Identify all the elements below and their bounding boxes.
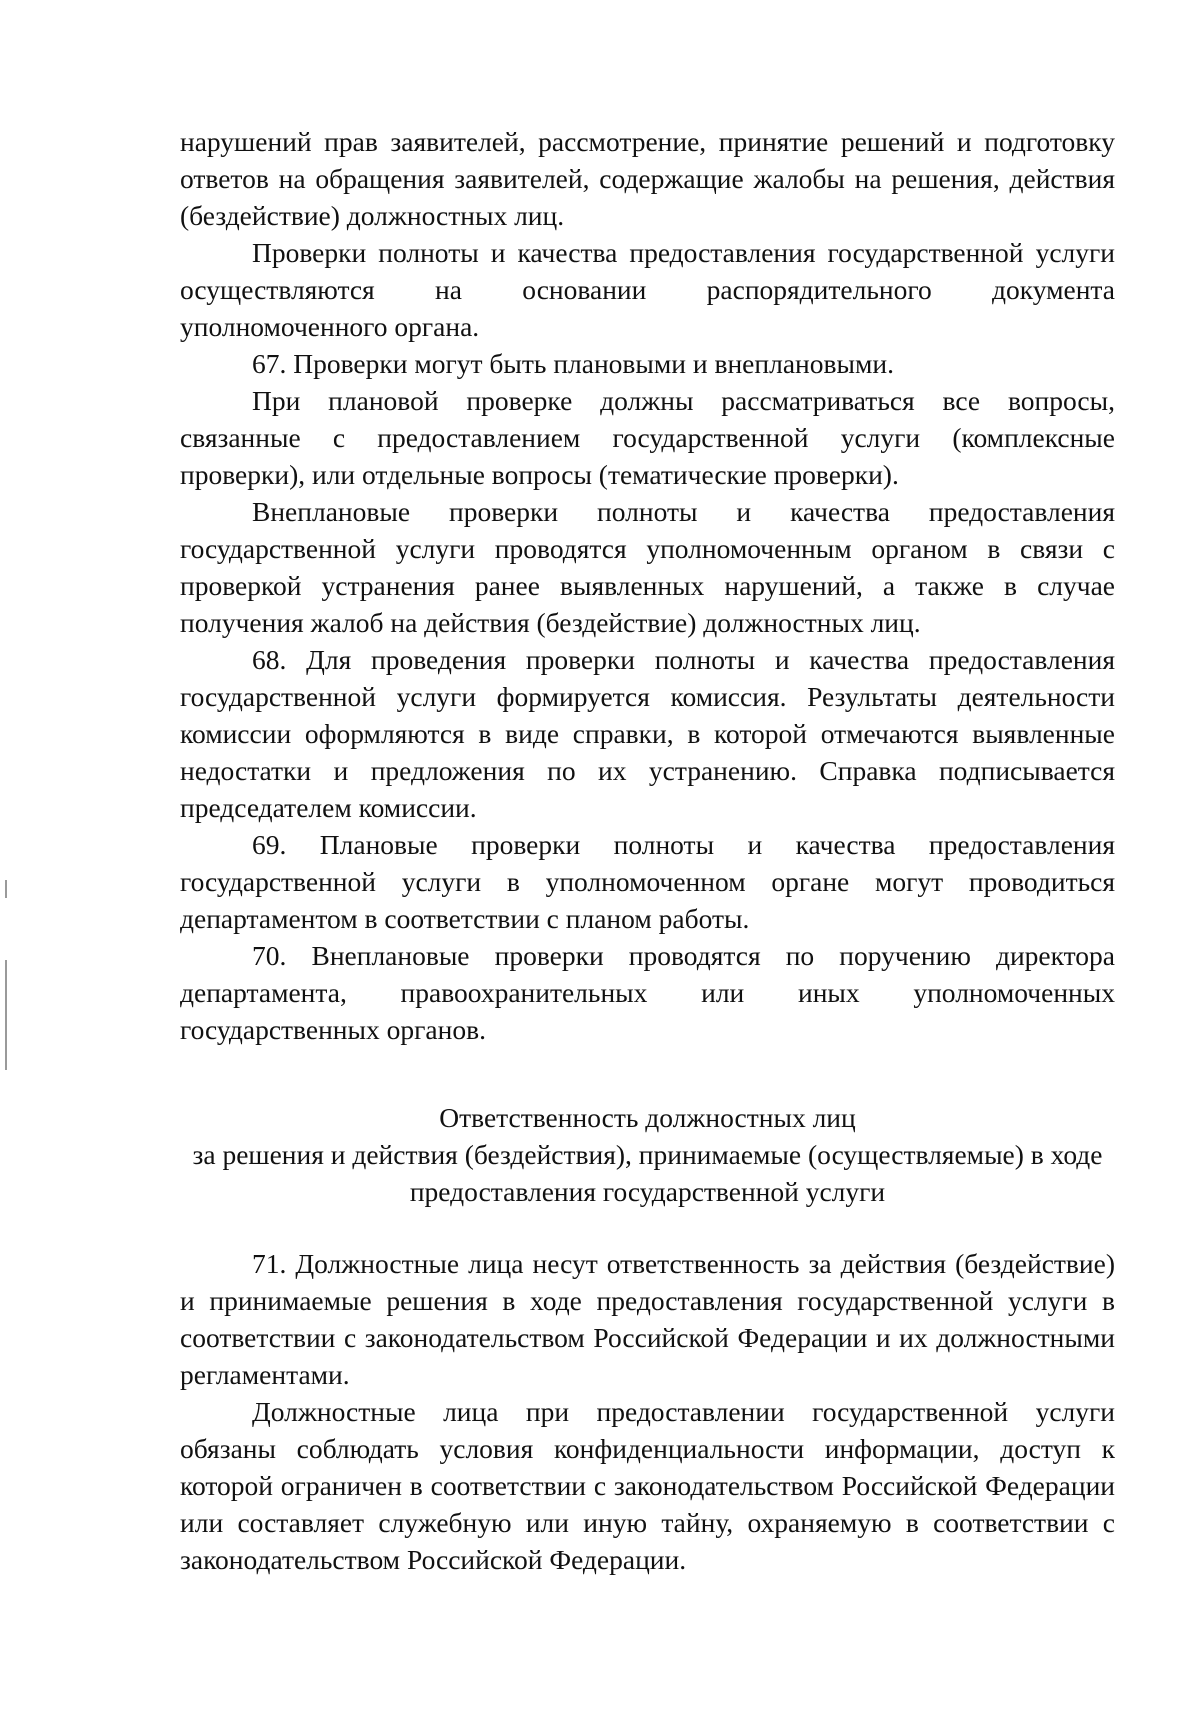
paragraph-4: При плановой проверке должны рассматриваться все вопросы, связанные с предоставлением государственной услуги (комплексные проверки), или отдельные вопросы (тематические проверки). — [180, 385, 1115, 490]
heading-line-2: за решения и действия (бездействия), принимаемые (осуществляемые) в ходе — [192, 1139, 1103, 1170]
scan-artifact — [5, 960, 7, 1070]
paragraph-10: Должностные лица при предоставлении государственной услуги обязаны соблюдать условия конфиденциальности информации, доступ к которой ограничен в соответствии с законодательством Российской Федерации или составляет служебную или иную тайну, охраняемую в соответствии с законодательством Российской Федерации. — [180, 1396, 1115, 1575]
paragraph-8: 70. Внеплановые проверки проводятся по поручению директора департамента, правоохранительных или иных уполномоченных государственных органов. — [180, 940, 1115, 1045]
heading-line-3: предоставления государственной услуги — [409, 1176, 886, 1207]
paragraph-3: 67. Проверки могут быть плановыми и внеплановыми. — [252, 348, 894, 379]
paragraph-6: 68. Для проведения проверки полноты и качества предоставления государственной услуги формируется комиссия. Результаты деятельности комиссии оформляются в виде справки, в которой отмечаются выявленные недостатки и предложения по их устранению. Справка подписывается председателем комиссии. — [180, 644, 1115, 823]
heading-line-1: Ответственность должностных лиц — [439, 1102, 856, 1133]
paragraph-7: 69. Плановые проверки полноты и качества предоставления государственной услуги в уполномоченном органе могут проводиться департаментом в соответствии с планом работы. — [180, 829, 1115, 934]
section-heading — [180, 1099, 1115, 1210]
paragraph-9: 71. Должностные лица несут ответственность за действия (бездействие) и принимаемые решения в ходе предоставления государственной услуги в соответствии с законодательством Российской Федерации и их должностными регламентами. — [180, 1248, 1115, 1390]
text-block-lower — [180, 1245, 1115, 1578]
scan-artifact — [5, 880, 7, 898]
paragraph-2: Проверки полноты и качества предоставления государственной услуги осуществляются на основании распорядительного документа уполномоченного органа. — [180, 237, 1115, 342]
text-block-upper — [180, 123, 1115, 1048]
paragraph-1: нарушений прав заявителей, рассмотрение, принятие решений и подготовку ответов на обращения заявителей, содержащие жалобы на решения, действия (бездействие) должностных лиц. — [180, 126, 1115, 231]
paragraph-5: Внеплановые проверки полноты и качества предоставления государственной услуги проводятся уполномоченным органом в связи с проверкой устранения ранее выявленных нарушений, а также в случае получения жалоб на действия (бездействие) должностных лиц. — [180, 496, 1115, 638]
